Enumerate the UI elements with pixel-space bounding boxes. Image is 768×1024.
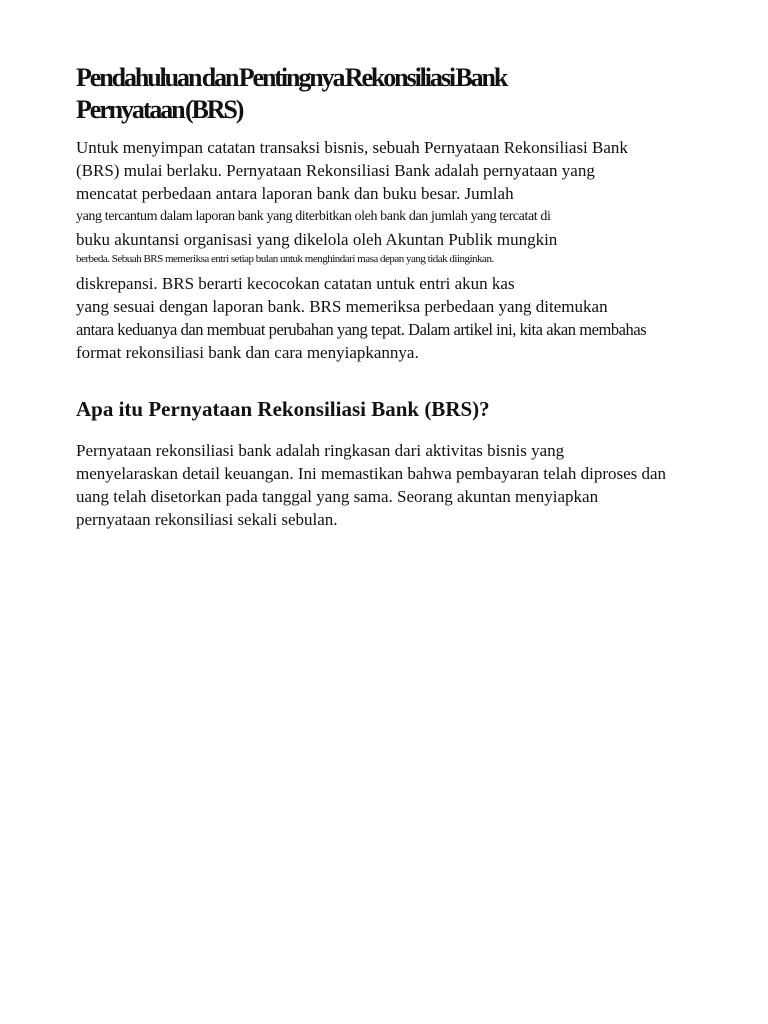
section-line-1: Pernyataan rekonsiliasi bank adalah ringkasan dari aktivitas bisnis yang (76, 441, 565, 460)
intro-line-3: mencatat perbedaan antara laporan bank dan buku besar. Jumlah (76, 184, 514, 203)
section-heading: Apa itu Pernyataan Rekonsiliasi Bank (BRS)? (76, 397, 490, 421)
intro-line-9: antara keduanya dan membuat perubahan yang tepat. Dalam artikel ini, kita akan membahas (76, 320, 647, 339)
section-line-2: menyelaraskan detail keuangan. Ini memastikan bahwa pembayaran telah diproses dan (76, 464, 667, 483)
intro-line-7: diskrepansi. BRS berarti kecocokan catatan untuk entri akun kas (76, 274, 515, 293)
intro-line-10: format rekonsiliasi bank dan cara menyiapkannya. (76, 343, 419, 362)
intro-line-5: buku akuntansi organisasi yang dikelola oleh Akuntan Publik mungkin (76, 230, 558, 249)
section-line-4: pernyataan rekonsiliasi sekali sebulan. (76, 510, 338, 529)
title-line-1: Pendahuluan dan Pentingnya Rekonsiliasi Bank (76, 63, 507, 92)
intro-line-4: yang tercantum dalam laporan bank yang diterbitkan oleh bank dan jumlah yang tercatat di (76, 209, 551, 224)
intro-line-1: Untuk menyimpan catatan transaksi bisnis, sebuah Pernyataan Rekonsiliasi Bank (76, 138, 628, 157)
section-line-3: uang telah disetorkan pada tanggal yang sama. Seorang akuntan menyiapkan (76, 487, 599, 506)
intro-line-2: (BRS) mulai berlaku. Pernyataan Rekonsiliasi Bank adalah pernyataan yang (76, 161, 595, 180)
intro-line-6: berbeda. Sebuah BRS memeriksa entri setiap bulan untuk menghindari masa depan yang tidak diinginkan. (76, 253, 494, 265)
title-line-2: Pernyataan (BRS) (76, 95, 243, 124)
intro-line-8: yang sesuai dengan laporan bank. BRS memeriksa perbedaan yang ditemukan (76, 297, 608, 316)
document-title (76, 62, 716, 126)
